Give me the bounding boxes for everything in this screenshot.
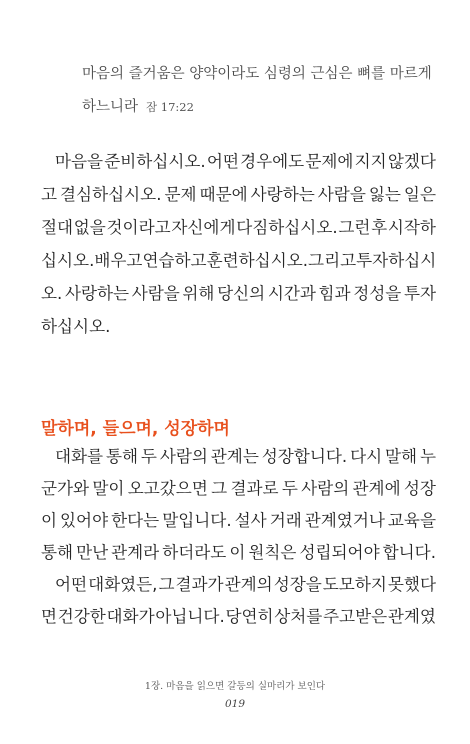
epigraph-line-1: 마음의 즐거움은 양약이라도 심령의 근심은 뼈를 마르게 [82,66,432,82]
paragraph-line: 하십시오. [41,317,111,336]
section-heading: 말하며, 들으며, 성장하며 [41,419,230,439]
paragraph-line: 오. 사랑하는 사람을 위해 당신의 시간과 힘과 정성을 투자 [41,284,436,303]
paragraph-line: 고 결심하십시오. 문제 때문에 사랑하는 사람을 잃는 일은 [41,185,436,204]
paragraph-line: 면 건강한 대화가 아닙니다. 당연히 상처를 주고받은 관계였 [41,607,436,626]
paragraph-line: 절대 없을 것이라고 자신에게 다짐하십시오. 그런 후 시작하 [41,218,436,237]
paragraph-line: 이 있어야 한다는 말입니다. 설사 거래 관계였거나 교육을 [41,511,436,530]
paragraph-line: 통해 만난 관계라 하더라도 이 원칙은 성립되어야 합니다. [41,543,436,562]
page-number: 019 [224,698,246,710]
paragraph-line: 어떤 대화였든, 그 결과가 관계의 성장을 도모하지 못했다 [55,575,436,594]
running-footer: 1장. 마음을 읽으면 갈등의 실마리가 보인다 [144,681,326,692]
scripture-reference: 잠 17:22 [146,100,194,114]
epigraph-line-2 [82,95,432,116]
paragraph-line: 십시오. 배우고 연습하고 훈련하십시오. 그리고 투자하십시 [41,251,437,270]
epigraph-text: 하느니라 [82,99,139,115]
paragraph-line: 군가와 말이 오고갔으면 그 결과로 두 사람의 관계에 성장 [41,479,436,498]
paragraph-line: 대화를 통해 두 사람의 관계는 성장합니다. 다시 말해 누 [55,447,436,466]
paragraph-line: 마음을 준비하십시오. 어떤 경우에도 문제에 지지 않겠다 [55,152,436,171]
